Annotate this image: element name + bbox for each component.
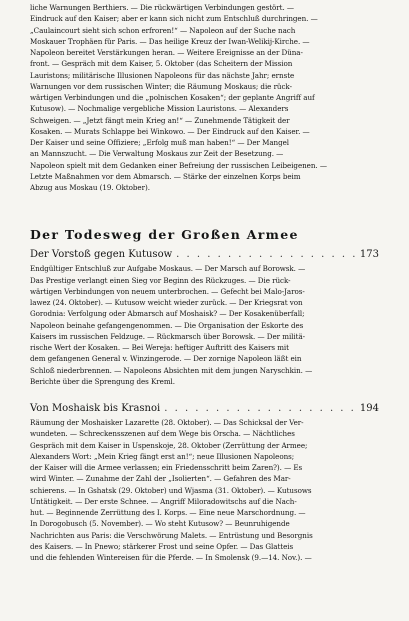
text-line: front. — Gespräch mit dem Kaiser, 5. Oktober (das Scheitern der Mission: [30, 59, 293, 69]
text-line: Napoleon beinahe gefangengenommen. — Die Organisation der Eskorte des: [30, 320, 304, 330]
text-line: liche Warnungen Berthiers. — Die rückwärtigen Verbindungen gestört. —: [30, 3, 295, 12]
continued-summary-paragraph: [30, 2, 379, 193]
text-line: Der Kaiser und seine Offiziere; „Erfolg muß man haben!“ — Der Mangel: [30, 138, 290, 147]
text-line: Das Prestige verlangt einen Sieg vor Beginn des Rückzuges. — Die rück-: [30, 275, 291, 285]
text-line: Napoleon spielt mit dem Gedanken einer Befreiung der russischen Leibeigenen. —: [30, 160, 327, 170]
text-line: Untätigkeit. — Der erste Schnee. — Angriff Miloradowitschs auf die Nach-: [30, 496, 297, 506]
text-line: In Dorogobusch (5. November). — Wo steht Kutusow? — Beunruhigende: [30, 519, 290, 529]
text-line: Kaisers im russischen Feldzuge. — Rückmarsch über Borowsk. — Der militä-: [30, 331, 306, 341]
text-line: Endgültiger Entschluß zur Aufgabe Moskaus. — Der Marsch auf Borowsk. —: [30, 264, 306, 274]
text-line: dem gefangenen General v. Winzingerode. — Der zornige Napoleon läßt ein: [30, 354, 302, 364]
text-line: lawez (24. Oktober). — Kutusow weicht wieder zurück. — Der Kriegsrat von: [30, 298, 303, 307]
text-line: Napoleon bereitet Verstärkungen heran. — Weitere Ereignisse an der Düna-: [30, 48, 303, 57]
chapter-title: Der Todesweg der Großen Armee: [30, 227, 299, 243]
text-line: Warnungen vor dem russischen Winter; die Räumung Moskaus; die rück-: [30, 81, 292, 91]
text-line: schierens. — In Gshatsk (29. Oktober) und Wjasma (31. Oktober). — Kutusows: [30, 485, 312, 495]
text-line: hut. — Beginnende Zerrüttung des I. Korps. — Eine neue Marschordnung. —: [30, 508, 306, 517]
text-line: Gespräch mit dem Kaiser in Uspenskoje, 28. Oktober (Zerrüttung der Armee;: [30, 440, 308, 450]
text-line: wundeten. — Schreckensszenen auf dem Wege bis Orscha. — Nächtliches: [30, 429, 295, 439]
text-line: Abzug aus Moskau (19. Oktober).: [30, 183, 150, 192]
toc-entry-vorstoss: [30, 249, 379, 260]
text-line: und die fehlenden Wintereisen für die Pferde. — In Smolensk (9.—14. Nov.). —: [30, 553, 312, 562]
text-line: Lauristons; militärische Illusionen Napoleons für das nächste Jahr; ernste: [30, 70, 295, 80]
text-line: Letzte Maßnahmen vor dem Abmarsch. — Stärke der einzelnen Korps beim: [30, 171, 301, 181]
page-number: 173: [359, 249, 379, 261]
text-line: Moskauer Trophäen für Paris. — Das heilige Kreuz der Iwan-Welikij-Kirche. —: [30, 36, 310, 46]
text-line: Nachrichten aus Paris: die Verschwörung Malets. — Entrüstung und Besorgnis: [30, 530, 313, 540]
text-line: Berichte über die Sprengung des Kreml.: [30, 376, 176, 386]
text-line: wird Winter. — Zunahme der Zahl der „Isolierten“. — Gefahren des Mar-: [30, 474, 291, 484]
section-title: Der Vorstoß gegen Kutusow: [30, 249, 173, 261]
text-line: Räumung der Moshaisker Lazarette (28. Oktober). — Das Schicksal der Ver-: [30, 418, 304, 427]
text-line: Gorodnia: Verfolgung oder Abmarsch auf Moshaisk? — Der Kosakenüberfall;: [30, 309, 305, 319]
toc-entry-moshaisk: [30, 403, 379, 414]
section-title: Von Moshaisk bis Krasnoi: [30, 403, 161, 414]
page-number: 194: [359, 403, 379, 414]
text-line: des Kaisers. — In Pnewo; stärkerer Frost und seine Opfer. — Das Glatteis: [30, 541, 294, 551]
text-line: Alexanders Wort: „Mein Krieg fängt erst an!“; neue Illusionen Napoleons;: [30, 451, 295, 461]
text-line: rische Wert der Kosaken. — Bei Wereja: heftiger Auftritt des Kaisers mit: [30, 343, 289, 352]
text-line: Schloß niederbrennen. — Napoleons Absichten mit dem jungen Naryschkin. —: [30, 365, 313, 375]
text-line: Schweigen. — „Jetzt fängt mein Krieg an!“ — Zunehmende Tätigkeit der: [30, 115, 290, 125]
text-line: der Kaiser will die Armee verlassen; ein Friedensschritt beim Zaren?). — Es: [30, 463, 303, 472]
section-summary-paragraph: [30, 417, 379, 563]
section-summary-paragraph: [30, 263, 379, 387]
text-line: Kosaken. — Murats Schlappe bei Winkowo. — Der Eindruck auf den Kaiser. —: [30, 126, 310, 136]
text-line: an Mannszucht. — Die Verwaltung Moskaus zur Zeit der Besetzung. —: [30, 149, 284, 159]
text-line: Kutusow). — Nochmalige vergebliche Mission Lauristons. — Alexanders: [30, 104, 289, 114]
text-line: Eindruck auf den Kaiser; aber er kann sich nicht zum Entschluß durchringen. —: [30, 14, 318, 24]
text-line: „Caulaincourt sieht sich schon erfroren!“ — Napoleon auf der Suche nach: [30, 25, 296, 35]
text-line: wärtigen Verbindungen und die „polnischen Kosaken“; der geplante Angriff auf: [30, 93, 315, 102]
leader-dots: [176, 249, 356, 260]
text-line: wärtigen Verbindungen von neuem unterbrochen. — Gefecht bei Malo-Jaros-: [30, 286, 305, 296]
leader-dots: [164, 403, 356, 414]
